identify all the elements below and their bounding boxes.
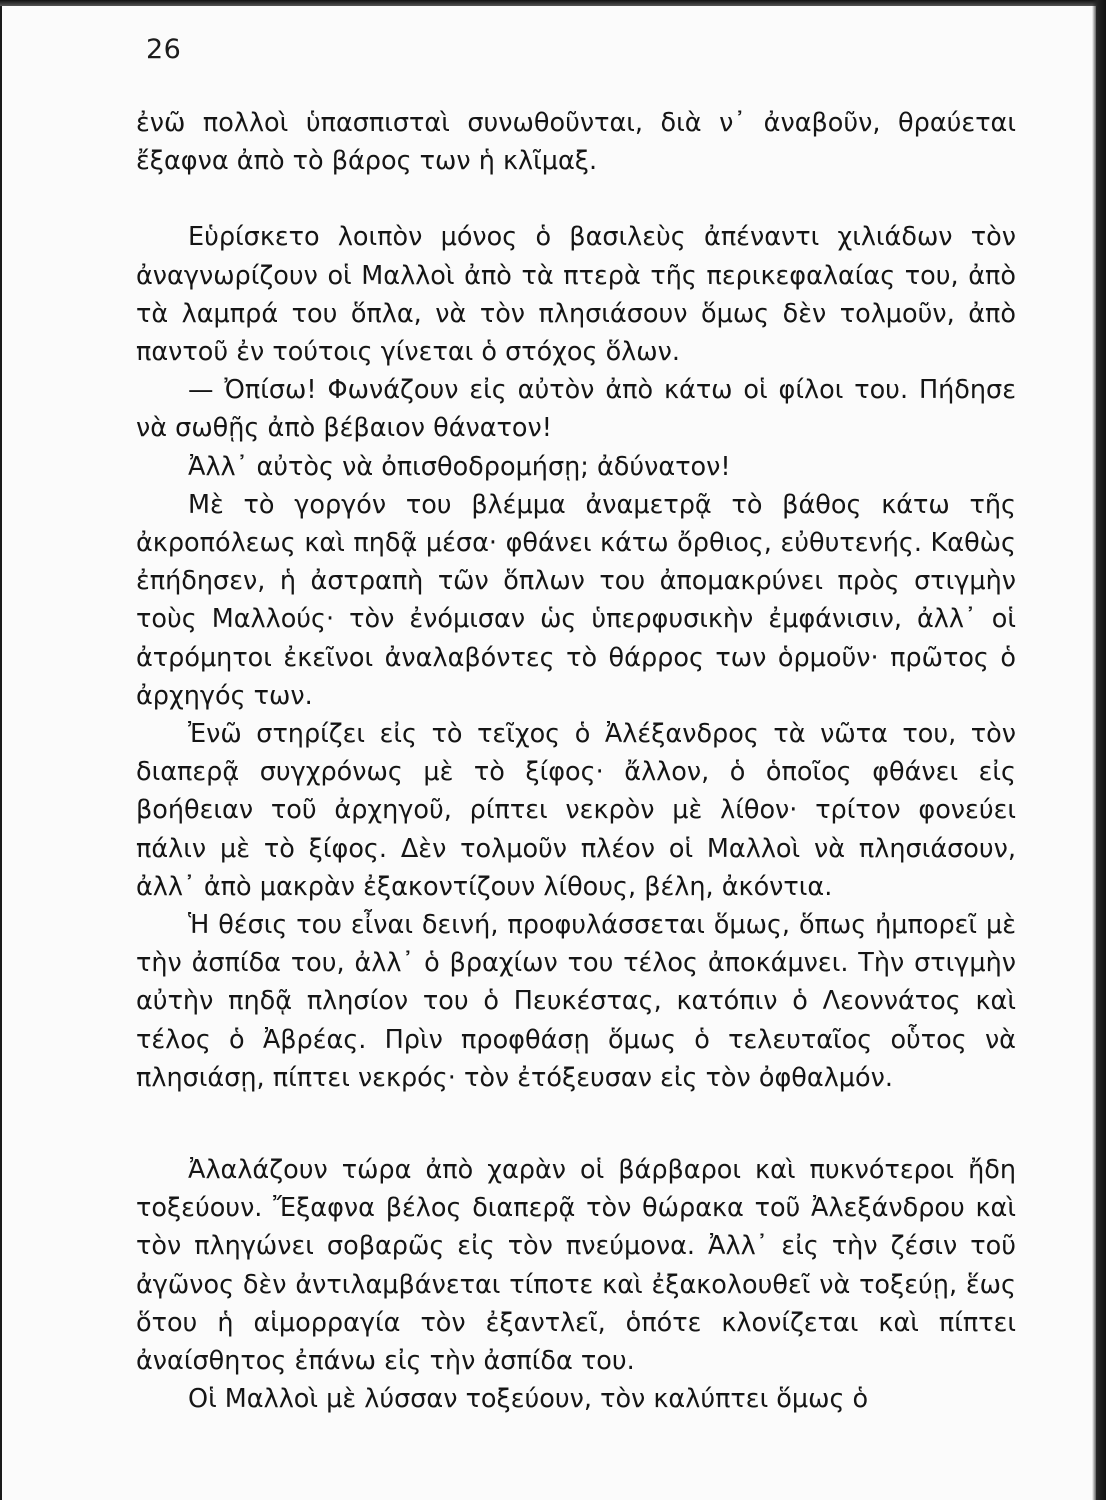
book-page	[0, 6, 1096, 1500]
paragraph: Ἀλαλάζουν τώρα ἀπὸ χαρὰν οἱ βάρβαροι καὶ πυκνότεροι ἤδη τοξεύουν. Ἔξαφνα βέλος διαπερᾷ τὸν θώρακα τοῦ Ἀλεξάνδρου καὶ τὸν πληγώνει σοβαρῶς εἰς τὸν πνεύμονα. Ἀλλ᾽ εἰς τὴν ζέσιν τοῦ ἀγῶνος δὲν ἀντιλαμβάνεται τίποτε καὶ ἐξακολουθεῖ νὰ τοξεύῃ, ἕως ὅτου ἡ αἱμορραγία τὸν ἐξαντλεῖ, ὁπότε κλονίζεται καὶ πίπτει ἀναίσθητος ἐπάνω εἰς τὴν ἀσπίδα του.	[136, 1155, 1016, 1377]
paragraph: Μὲ τὸ γοργόν του βλέμμα ἀναμετρᾷ τὸ βάθος κάτω τῆς ἀκροπόλεως καὶ πηδᾷ μέσα· φθάνει κάτω ὄρθιος, εὐθυτενής. Καθὼς ἐπήδησεν, ἡ ἀστραπὴ τῶν ὅπλων του ἀπομακρύνει πρὸς στιγμὴν τοὺς Μαλλούς· τὸν ἐνόμισαν ὡς ὑπερφυσικὴν ἐμφάνισιν, ἀλλ᾽ οἱ ἀτρόμητοι ἐκεῖνοι ἀναλαβόντες τὸ θάρρος των ὁρμοῦν· πρῶτος ὁ ἀρχηγός των.	[136, 489, 1016, 711]
paragraph: Οἱ Μαλλοὶ μὲ λύσσαν τοξεύουν, τὸν καλύπτει ὅμως ὁ	[188, 1384, 869, 1415]
paragraph: Ἐνῶ στηρίζει εἰς τὸ τεῖχος ὁ Ἀλέξανδρος τὰ νῶτα του, τὸν διαπερᾷ συγχρόνως μὲ τὸ ξίφος· ἄλλον, ὁ ὁποῖος φθάνει εἰς βοήθειαν τοῦ ἀρχηγοῦ, ρίπτει νεκρὸν μὲ λίθον· τρίτον φονεύει πάλιν μὲ τὸ ξίφος. Δὲν τολμοῦν πλέον οἱ Μαλλοὶ νὰ πλησιάσουν, ἀλλ᾽ ἀπὸ μακρὰν ἐξακοντίζουν λίθους, βέλη, ἀκόντια.	[136, 719, 1016, 902]
scan-right-edge	[1092, 0, 1106, 1500]
paragraph: Ἀλλ᾽ αὐτὸς νὰ ὀπισθοδρομήσῃ; ἀδύνατον!	[188, 451, 731, 482]
page-number: 26	[146, 34, 182, 65]
paragraph: Ἡ θέσις του εἶναι δεινή, προφυλάσσεται ὅμως, ὅπως ἠμπορεῖ μὲ τὴν ἀσπίδα του, ἀλλ᾽ ὁ βραχίων του τέλος ἀποκάμνει. Τὴν στιγμὴν αὐτὴν πηδᾷ πλησίον του ὁ Πευκέστας, κατόπιν ὁ Λεοννάτος καὶ τέλος ὁ Ἀβρέας. Πρὶν προφθάσῃ ὅμως ὁ τελευταῖος οὗτος νὰ πλησιάσῃ, πίπτει νεκρός· τὸν ἐτόξευσαν εἰς τὸν ὀφθαλμόν.	[136, 910, 1016, 1093]
paragraph: ἐνῶ πολλοὶ ὑπασπισταὶ συνωθοῦνται, διὰ ν᾽ ἀναβοῦν, θραύεται ἔξαφνα ἀπὸ τὸ βάρος των ἡ κλῖμαξ.	[136, 108, 1016, 177]
paragraph: — Ὀπίσω! Φωνάζουν εἰς αὐτὸν ἀπὸ κάτω οἱ φίλοι του. Πήδησε νὰ σωθῇς ἀπὸ βέβαιον θάνατον!	[136, 375, 1016, 444]
body-text	[136, 104, 1016, 1419]
paragraph: Εὑρίσκετο λοιπὸν μόνος ὁ βασιλεὺς ἀπέναντι χιλιάδων τὸν ἀναγνωρίζουν οἱ Μαλλοὶ ἀπὸ τὰ πτερὰ τῆς περικεφαλαίας του, ἀπὸ τὰ λαμπρά του ὅπλα, νὰ τὸν πλησιάσουν ὅμως δὲν τολμοῦν, ἀπὸ παντοῦ ἐν τούτοις γίνεται ὁ στόχος ὅλων.	[136, 222, 1016, 368]
